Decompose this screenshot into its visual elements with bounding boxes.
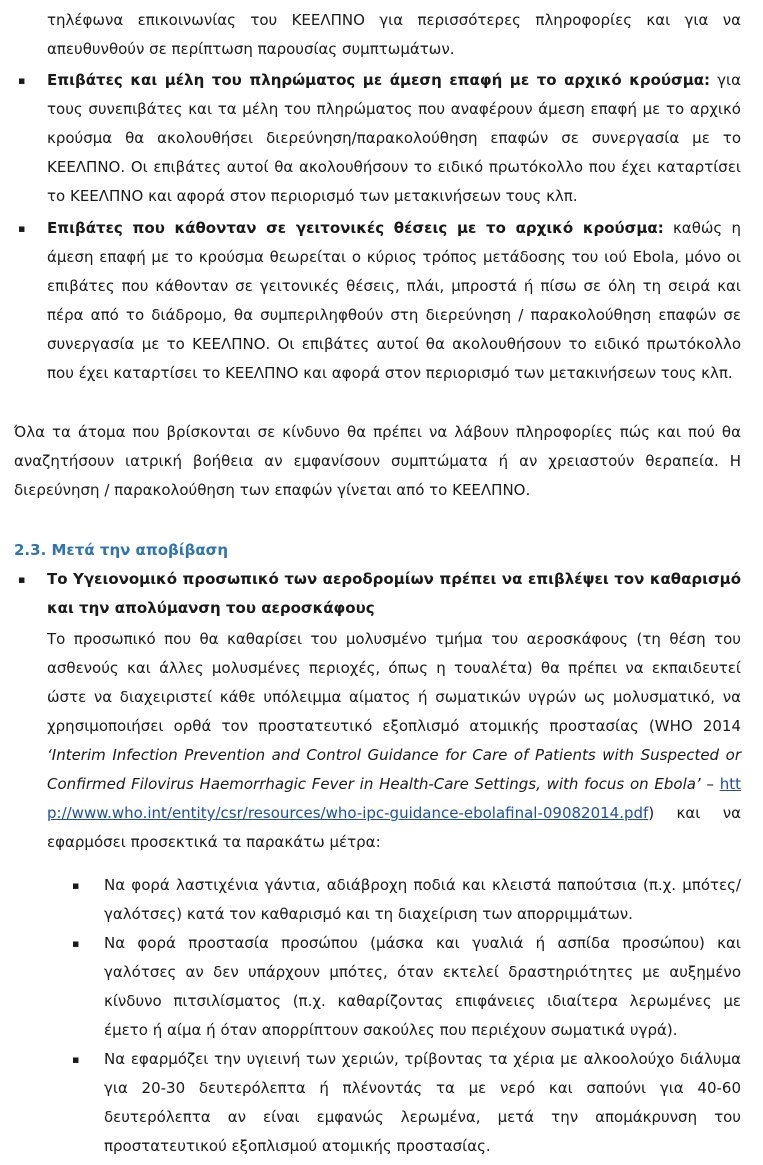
sub-item-text: Να φορά προστασία προσώπου (μάσκα και γυαλιά ή ασπίδα προσώπου) και γαλότσες αν δεν υπάρχουν μπότες, όταν εκτελεί δραστηριότητες με αυξημένο κίνδυνο πιτσιλίσματος (π.χ. καθαρίζοντας επιφάνειες ιδιαίτερα λερωμένες με έμετο ή αίμα ή όταν απορρίπτουν σακούλες που περιέχουν σωματικά υγρά). [104, 934, 741, 1039]
sub-item-hand-hygiene [104, 1045, 741, 1161]
bullet-body: καθώς η άμεση επαφή με το κρούσμα θεωρείται ο κύριος τρόπος μετάδοσης του ιού Ebola, μόνο οι επιβάτες που κάθονταν σε γειτονικές θέσεις, πλάι, μπροστά ή πίσω σε όλη τη σειρά και πέρα από το διάδρομο, θα συμπεριληφθούν στη διερεύνηση / παρακολούθηση επαφών σε συνεργασία με το ΚΕΕΛΠΝΟ. Οι επιβάτες αυτοί θα ακολουθήσουν το ειδικό πρωτόκολλο που έχει καταρτίσει το ΚΕΕΛΠΝΟ και αφορά στον περιορισμό των μετακινήσεων τους κλπ. [47, 219, 741, 382]
summary-text: Όλα τα άτομα που βρίσκονται σε κίνδυνο θα πρέπει να λάβουν πληροφορίες πώς και πού θα αναζητήσουν ιατρική βοήθεια αν εμφανίσουν συμπτώματα ή αν χρειαστούν θεραπεία. Η διερεύνηση / παρακολούθηση των επαφών γίνεται από το ΚΕΕΛΠΝΟ. [14, 423, 741, 499]
summary-paragraph [14, 418, 741, 505]
who-guidance-link[interactable]: http://www.who.int/entity/csr/resources/who-ipc-guidance-ebolafinal-09082014.pdf [47, 775, 741, 822]
bullet-item-direct-contact [47, 66, 741, 211]
section-body-paragraph [47, 625, 741, 857]
sub-item-text: Να εφαρμόζει την υγιεινή των χεριών, τρίβοντας τα χέρια με αλκοολούχο διάλυμα για 20-30 δευτερόλεπτα ή πλένοντάς τα με νερό και σαπούνι για 40-60 δευτερόλεπτα αν είναι εμφανώς λερωμένα, μετά την απομάκρυνση του προστατευτικού εξοπλισμού ατομικής προστασίας. [104, 1050, 741, 1155]
bullet-marker: ▪ [18, 74, 26, 87]
sub-bullet-marker: ▪ [72, 879, 80, 892]
bullet-body: για τους συνεπιβάτες και τα μέλη του πληρώματος που αναφέρουν άμεση επαφή με το αρχικό κρούσμα θα ακολουθήσει διερεύνηση/παρακολούθηση επαφών σε συνεργασία με το ΚΕΕΛΠΝΟ. Οι επιβάτες αυτοί θα ακολουθήσουν το ειδικό πρωτόκολλο που έχει καταρτίσει το ΚΕΕΛΠΝΟ και αφορά στον περιορισμό των μετακινήσεων τους κλπ. [47, 71, 741, 205]
reference-title: ‘Interim Infection Prevention and Control Guidance for Care of Patients with Suspected or Confirmed Filovirus Haemorrhagic Fever in Health-Care Settings, with focus on Ebola’ [47, 746, 741, 793]
section-bullet-title: Το Υγειονομικό προσωπικό των αεροδρομίων πρέπει να επιβλέψει τον καθαρισμό και την απολύμανση του αεροσκάφους [47, 570, 741, 617]
sub-bullet-marker: ▪ [72, 937, 80, 950]
section-body-end: ) και να εφαρμόσει προσεκτικά τα παρακάτω μέτρα: [47, 804, 741, 851]
sub-item-gloves [104, 871, 741, 929]
bullet-title: Επιβάτες που κάθονταν σε γειτονικές θέσεις με το αρχικό κρούσμα: [47, 219, 664, 237]
sub-bullet-marker: ▪ [72, 1053, 80, 1066]
intro-paragraph [47, 6, 741, 64]
sub-item-text: Να φορά λαστιχένια γάντια, αδιάβροχη ποδιά και κλειστά παπούτσια (π.χ. μπότες/γαλότσες) κατά τον καθαρισμό και τη διαχείριση των απορριμμάτων. [104, 876, 741, 923]
bullet-marker: ▪ [18, 573, 26, 586]
sub-item-face-protection [104, 929, 741, 1045]
section-body-start: Το προσωπικό που θα καθαρίσει του μολυσμένο τμήμα του αεροσκάφους (τη θέση του ασθενούς και άλλες μολυσμένες περιοχές, όπως η τουαλέτα) θα πρέπει να εκπαιδευτεί ώστε να διαχειριστεί κάθε υπόλειμμα αίματος ή σωματικών υγρών ως μολυσματικό, να χρησιμοποιήσει ορθά τον προστατευτικό εξοπλισμό ατομικής προστασίας (WHO 2014 [47, 630, 741, 735]
reference-dash: – [700, 775, 720, 793]
bullet-marker: ▪ [18, 222, 26, 235]
intro-text: τηλέφωνα επικοινωνίας του ΚΕΕΛΠΝΟ για περισσότερες πληροφορίες και για να απευθυνθούν σε περίπτωση παρουσίας συμπτωμάτων. [47, 11, 741, 58]
bullet-item-neighbouring-seats [47, 214, 741, 388]
bullet-title: Επιβάτες και μέλη του πληρώματος με άμεση επαφή με το αρχικό κρούσμα: [47, 71, 711, 89]
section-heading: 2.3. Μετά την αποβίβαση [14, 541, 229, 559]
